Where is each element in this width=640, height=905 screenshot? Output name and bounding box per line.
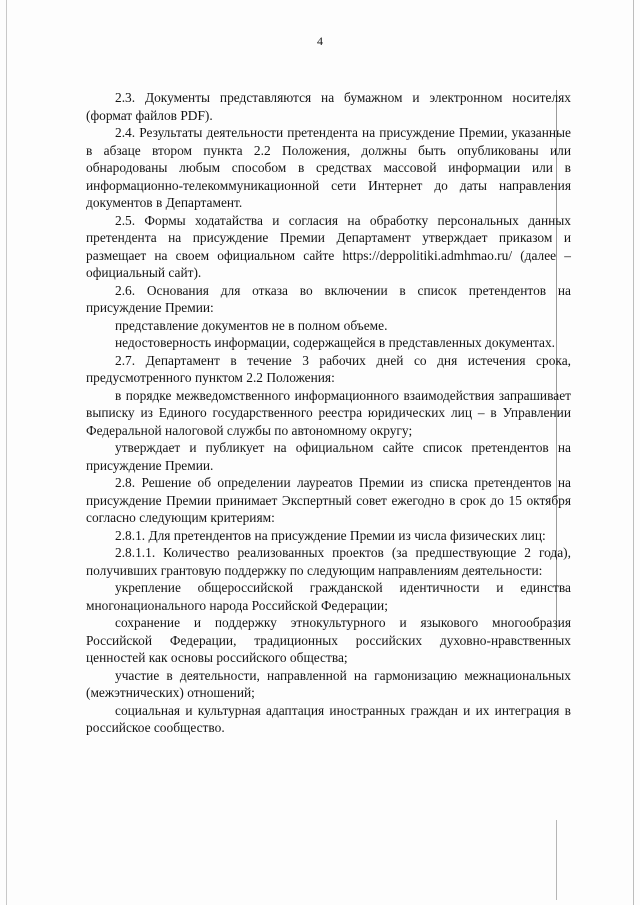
paragraph-2-6: 2.6. Основания для отказа во включении в список претендентов на присуждение Премии: <box>86 282 571 315</box>
paragraph-2-4: 2.4. Результаты деятельности претендента на присуждение Премии, указанные в абзаце втором пункта 2.2 Положения, должны быть опубликованы или обнародованы любым способом в средствах массовой информации или в информационно-телекоммуникационной сети Интернет до даты направления документов в Департамент. <box>86 125 571 210</box>
scan-artifact-fold-line-lower <box>556 820 557 900</box>
paragraph-2-6-item-1: представление документов не в полном объеме. <box>115 317 388 333</box>
paragraph-2-3: 2.3. Документы представляются на бумажном и электронном носителях (формат файлов PDF). <box>86 90 571 123</box>
paragraph-direction-2: сохранение и поддержку этнокультурного и языкового многообразия Российской Федерации, традиционных российских духовно-нравственных ценностей как основы российского общества; <box>86 615 571 665</box>
paragraph-2-8-1: 2.8.1. Для претендентов на присуждение Премии из числа физических лиц: <box>115 527 546 543</box>
paragraph-direction-1: укрепление общероссийской гражданской идентичности и единства многонационального народа Российской Федерации; <box>86 580 571 613</box>
page-number: 4 <box>317 34 323 48</box>
paragraph-2-7: 2.7. Департамент в течение 3 рабочих дней со дня истечения срока, предусмотренного пунктом 2.2 Положения: <box>86 352 571 385</box>
paragraph-2-7-item-1: в порядке межведомственного информационного взаимодействия запрашивает выписку из Единого государственного реестра юридических лиц – в Управлении Федеральной налоговой службы по автономному округу; <box>86 387 571 438</box>
paragraph-direction-3: участие в деятельности, направленной на гармонизацию межнациональных (межэтнических) отношений; <box>86 667 571 700</box>
document-body <box>86 89 571 737</box>
scan-artifact-right-edge-line <box>633 0 634 905</box>
paragraph-2-6-item-2: недостоверность информации, содержащейся в представленных документах. <box>115 335 555 350</box>
paragraph-2-5: 2.5. Формы ходатайства и согласия на обработку персональных данных претендента на присуждение Премии Департамент утверждает приказом и размещает на своем официальном сайте https://deppolitiki.admhmao.ru/ (далее – официальный сайт). <box>86 212 571 280</box>
paragraph-2-8: 2.8. Решение об определении лауреатов Премии из списка претендентов на присуждение Премии принимает Экспертный совет ежегодно в срок до 15 октября согласно следующим критериям: <box>86 475 571 525</box>
paragraph-2-8-1-1: 2.8.1.1. Количество реализованных проектов (за предшествующие 2 года), получивших грантовую поддержку по следующим направлениям деятельности: <box>86 545 571 578</box>
paragraph-direction-4: социальная и культурная адаптация иностранных граждан и их интеграция в российское сообщество. <box>86 702 571 735</box>
paragraph-2-7-item-2: утверждает и публикует на официальном сайте список претендентов на присуждение Премии. <box>86 440 571 473</box>
scan-artifact-left-line <box>6 0 7 905</box>
